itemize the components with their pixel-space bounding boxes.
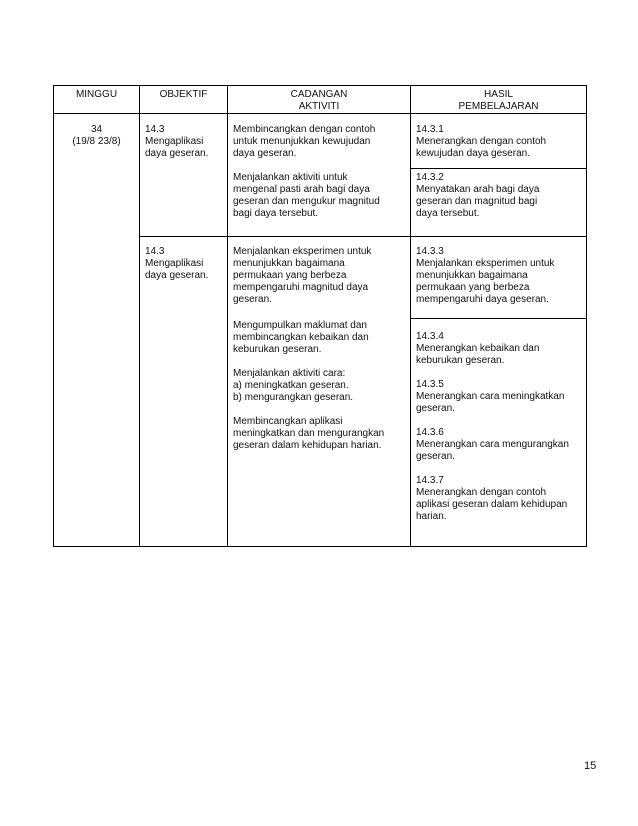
table-border-col-1	[139, 85, 140, 547]
row2-outcome-5: 14.3.7 Menerangkan dengan contoh aplikasi geseran dalam kehidupan harian.	[416, 475, 568, 522]
table-border-row-divider	[139, 236, 587, 237]
row1-objective: 14.3 Mengaplikasi daya geseran.	[145, 124, 209, 159]
row2-activity-2: Mengumpulkan maklumat dan membincangkan kebaikan dan keburukan geseran.	[233, 320, 369, 355]
table-border-outcome-divider-1	[410, 168, 587, 169]
row2-activity-4: Membincangkan aplikasi meningkatkan dan mengurangkan geseran dalam kehidupan harian.	[233, 416, 385, 451]
header-hasil-pembelajaran: HASIL PEMBELAJARAN	[458, 89, 539, 112]
week-number: 34	[90, 124, 103, 135]
row2-outcome-4: 14.3.6 Menerangkan cara mengurangkan geseran.	[416, 427, 569, 462]
table-border-col-2	[227, 85, 228, 547]
table-border-right	[586, 85, 587, 547]
table-border-header-bottom	[53, 113, 587, 114]
row2-outcome-2: 14.3.4 Menerangkan kebaikan dan keburukan geseran.	[416, 331, 540, 366]
row2-outcome-3: 14.3.5 Menerangkan cara meningkatkan geseran.	[416, 379, 565, 414]
table-border-col-3	[410, 85, 411, 547]
row2-activity-3: Menjalankan aktiviti cara: a) meningkatkan geseran. b) mengurangkan geseran.	[233, 368, 354, 403]
header-cadangan-aktiviti: CADANGAN AKTIVITI	[290, 89, 348, 112]
row2-objective: 14.3 Mengaplikasi daya geseran.	[145, 246, 209, 281]
row1-activity-1: Membincangkan dengan contoh untuk menunjukkan kewujudan daya geseran.	[233, 124, 376, 159]
table-border-bottom	[53, 546, 587, 547]
header-minggu: MINGGU	[75, 89, 118, 100]
week-dates: (19/8 23/8)	[72, 136, 121, 147]
row2-outcome-1: 14.3.3 Menjalankan eksperimen untuk menunjukkan bagaimana permukaan yang berbeza mempengaruhi daya geseran.	[416, 246, 555, 305]
page-number: 15	[584, 760, 597, 772]
row1-outcome-2: 14.3.2 Menyatakan arah bagi daya geseran dan magnitud bagi daya tersebut.	[416, 172, 540, 219]
table-border-outcome-divider-2	[410, 318, 587, 319]
table-border-left	[53, 85, 54, 547]
row1-activity-2: Menjalankan aktiviti untuk mengenal pasti arah bagi daya geseran dan mengukur magnitud bagi daya tersebut.	[233, 172, 380, 219]
row2-activity-1: Menjalankan eksperimen untuk menunjukkan bagaimana permukaan yang berbeza mempengaruhi magnitud daya geseran.	[233, 246, 372, 305]
header-objektif: OBJEKTIF	[159, 89, 208, 100]
row1-outcome-1: 14.3.1 Menerangkan dengan contoh kewujudan daya geseran.	[416, 124, 547, 159]
table-border-top	[53, 85, 587, 86]
